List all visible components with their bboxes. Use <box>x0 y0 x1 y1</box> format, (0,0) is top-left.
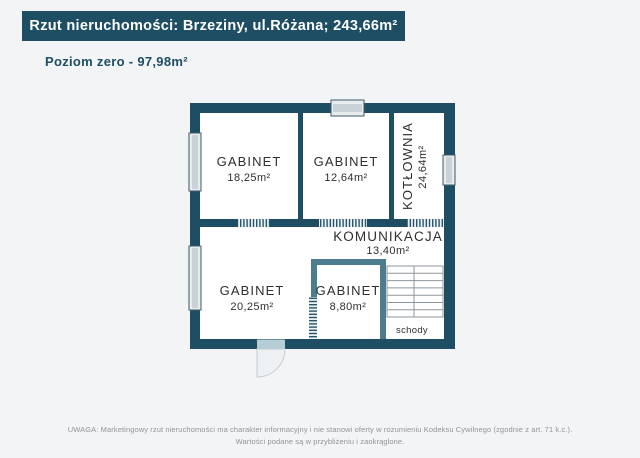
plan-title: Rzut nieruchomości: Brzeziny, ul.Różana; 243,66m² <box>29 18 398 34</box>
wall-opening-hatches <box>237 219 444 227</box>
window-right <box>443 155 455 185</box>
room-label-komunikacja: KOMUNIKACJA <box>333 229 443 244</box>
inset-room-hatch <box>309 297 317 339</box>
disclaimer <box>0 424 640 447</box>
level-subtitle: Poziom zero - 97,98m² <box>45 54 188 69</box>
room-area-gabinet-2: 12,64m² <box>324 172 368 184</box>
room-area-gabinet-3: 20,25m² <box>230 301 274 313</box>
room-label-gabinet-2: GABINET <box>313 154 379 169</box>
room-area-kotlownia: 24,64m² <box>417 145 429 189</box>
window-top <box>331 100 364 116</box>
room-area-gabinet-4: 8,80m² <box>329 301 367 313</box>
window-left-upper <box>189 133 201 191</box>
room-area-komunikacja: 13,40m² <box>366 245 410 257</box>
disclaimer-line-1: UWAGA: Marketingowy rzut nieruchomości ma charakter informacyjny i nie stanowi oferty w rozumieniu Kodeksu Cywilnego (zgodnie z art. 71 k.c.). <box>67 425 573 434</box>
room-label-gabinet-3: GABINET <box>219 283 285 298</box>
room-area-gabinet-1: 18,25m² <box>227 172 271 184</box>
window-left-lower <box>189 246 201 310</box>
room-label-gabinet-4: GABINET <box>315 283 381 298</box>
room-label-kotlownia: KOTŁOWNIA <box>400 122 415 210</box>
stairs-label: schody <box>396 325 428 336</box>
stairs <box>387 266 443 317</box>
entrance-door <box>257 340 285 378</box>
room-label-gabinet-1: GABINET <box>216 154 282 169</box>
disclaimer-line-2: Wartości podane są w przybliżeniu i zaokrąglone. <box>235 436 405 446</box>
